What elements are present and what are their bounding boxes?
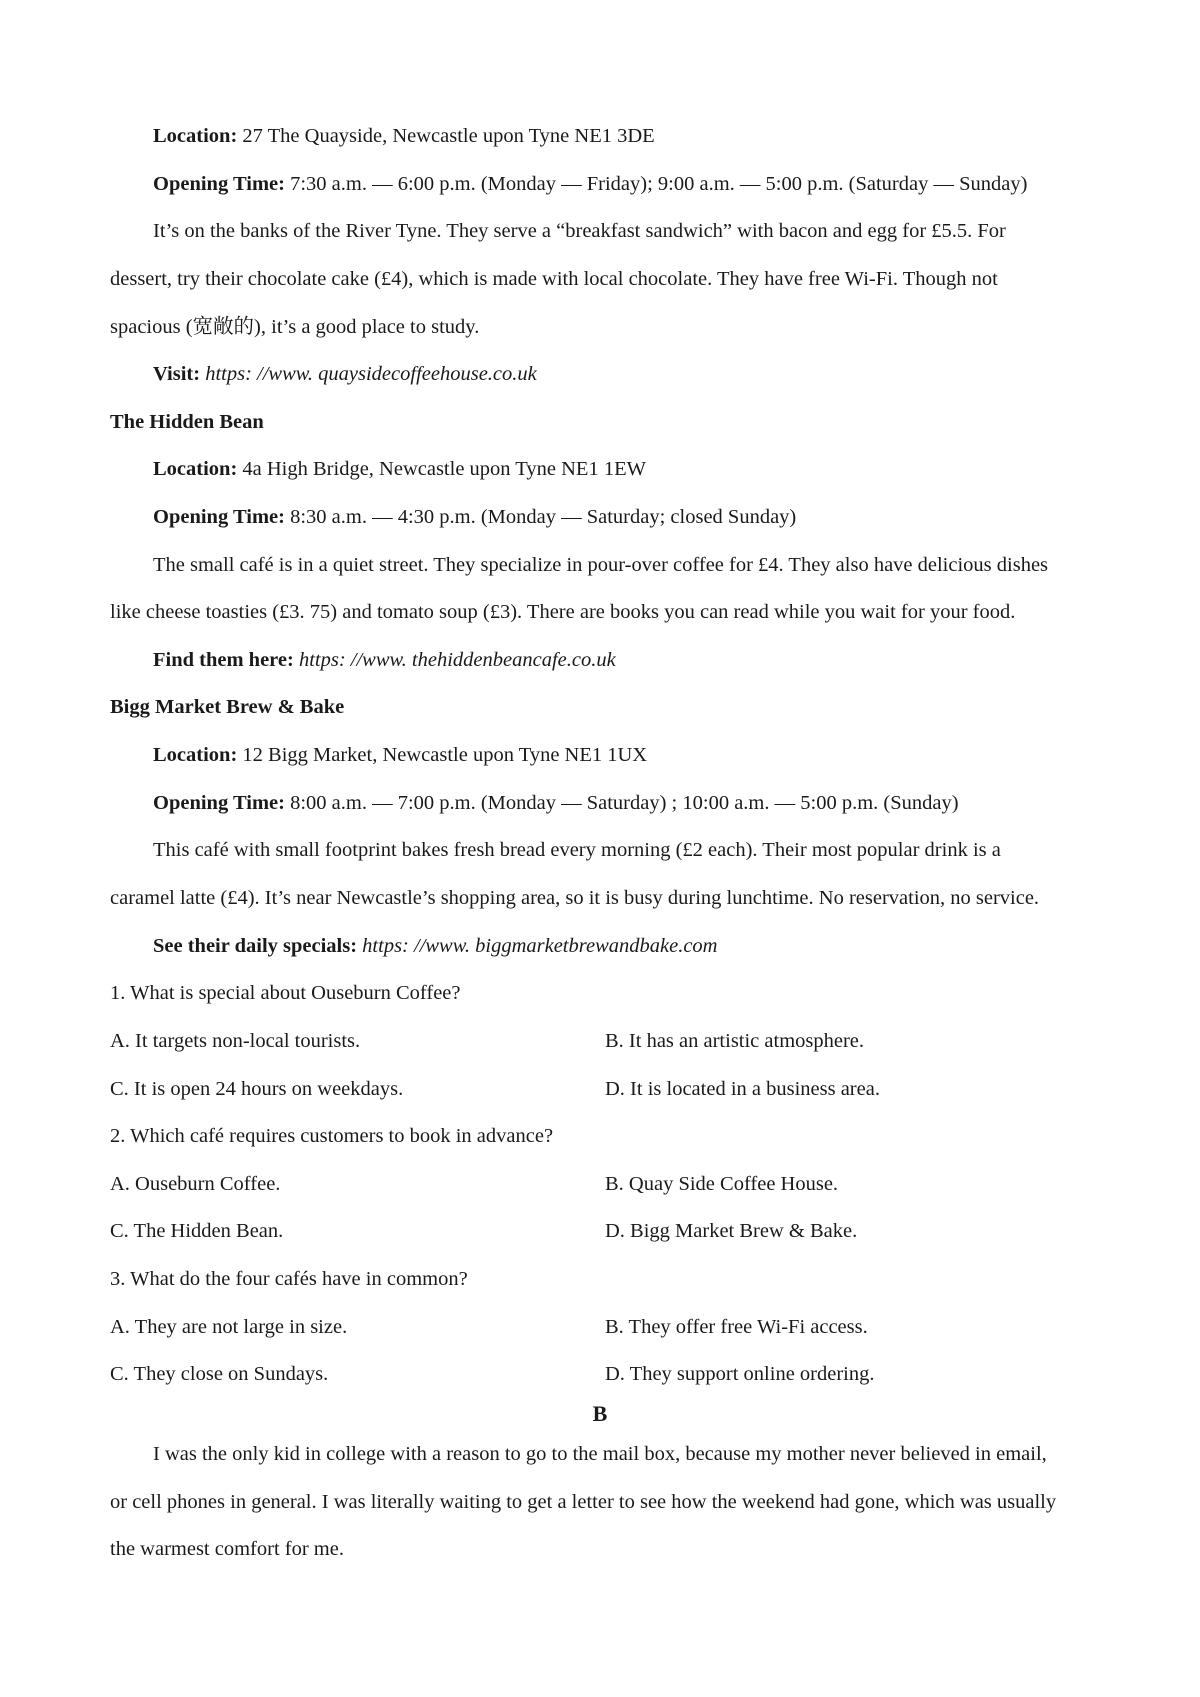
question-1-option-a: A. It targets non-local tourists. xyxy=(110,1030,361,1052)
question-1-option-c: C. It is open 24 hours on weekdays. xyxy=(110,1078,404,1100)
question-3-option-c: C. They close on Sundays. xyxy=(110,1363,329,1385)
section-b-line1: I was the only kid in college with a reason to go to the mail box, because my mother never believed in email, xyxy=(153,1443,1047,1465)
question-3: 3. What do the four cafés have in common? xyxy=(110,1268,468,1290)
question-2: 2. Which café requires customers to book in advance? xyxy=(110,1125,554,1147)
bigg-market-heading: Bigg Market Brew & Bake xyxy=(110,696,345,718)
question-2-option-b: B. Quay Side Coffee House. xyxy=(605,1173,839,1195)
question-3-option-b: B. They offer free Wi-Fi access. xyxy=(605,1316,868,1338)
quayside-desc-line2: dessert, try their chocolate cake (£4), which is made with local chocolate. They have free Wi-Fi. Though not xyxy=(110,268,998,290)
quayside-desc-line1: It’s on the banks of the River Tyne. They serve a “breakfast sandwich” with bacon and egg for £5.5. For xyxy=(153,220,1006,242)
quayside-location: Location: 27 The Quayside, Newcastle upon Tyne NE1 3DE xyxy=(153,125,655,147)
question-1-option-b: B. It has an artistic atmosphere. xyxy=(605,1030,865,1052)
bigg-market-desc-line2: caramel latte (£4). It’s near Newcastle’s shopping area, so it is busy during lunchtime. No reservation, no service. xyxy=(110,887,1040,909)
question-3-option-d: D. They support online ordering. xyxy=(605,1363,875,1385)
question-2-option-c: C. The Hidden Bean. xyxy=(110,1220,284,1242)
bigg-market-link: See their daily specials: https: //www. biggmarketbrewandbake.com xyxy=(153,935,718,957)
quayside-url: https: //www. quaysidecoffeehouse.co.uk xyxy=(205,363,537,385)
section-b-line3: the warmest comfort for me. xyxy=(110,1538,344,1560)
quayside-visit: Visit: https: //www. quaysidecoffeehouse.co.uk xyxy=(153,363,537,385)
quayside-opening-time: Opening Time: 7:30 a.m. — 6:00 p.m. (Monday — Friday); 9:00 a.m. — 5:00 p.m. (Saturday — Sunday) xyxy=(153,173,1028,195)
question-2-option-d: D. Bigg Market Brew & Bake. xyxy=(605,1220,858,1242)
section-b-line2: or cell phones in general. I was literally waiting to get a letter to see how the weekend had gone, which was usually xyxy=(110,1491,1057,1513)
question-1: 1. What is special about Ouseburn Coffee? xyxy=(110,982,461,1004)
hidden-bean-desc-line1: The small café is in a quiet street. They specialize in pour-over coffee for £4. They also have delicious dishes xyxy=(153,554,1049,576)
bigg-market-location: Location: 12 Bigg Market, Newcastle upon Tyne NE1 1UX xyxy=(153,744,648,766)
hidden-bean-link: Find them here: https: //www. thehiddenbeancafe.co.uk xyxy=(153,649,616,671)
hidden-bean-opening-time: Opening Time: 8:30 a.m. — 4:30 p.m. (Monday — Saturday; closed Sunday) xyxy=(153,506,797,528)
bigg-market-opening-time: Opening Time: 8:00 a.m. — 7:00 p.m. (Monday — Saturday) ; 10:00 a.m. — 5:00 p.m. (Sunday) xyxy=(153,792,959,814)
question-1-option-d: D. It is located in a business area. xyxy=(605,1078,880,1100)
bigg-market-url: https: //www. biggmarketbrewandbake.com xyxy=(362,935,718,957)
hidden-bean-desc-line2: like cheese toasties (£3. 75) and tomato soup (£3). There are books you can read while you wait for your food. xyxy=(110,601,1016,623)
bigg-market-desc-line1: This café with small footprint bakes fresh bread every morning (£2 each). Their most popular drink is a xyxy=(153,839,1001,861)
question-3-option-a: A. They are not large in size. xyxy=(110,1316,348,1338)
quayside-desc-line3: spacious (宽敞的), it’s a good place to study. xyxy=(110,316,480,338)
question-2-option-a: A. Ouseburn Coffee. xyxy=(110,1173,281,1195)
hidden-bean-url: https: //www. thehiddenbeancafe.co.uk xyxy=(298,649,616,671)
hidden-bean-location: Location: 4a High Bridge, Newcastle upon Tyne NE1 1EW xyxy=(153,458,646,480)
section-b-heading: B xyxy=(592,1401,608,1426)
hidden-bean-heading: The Hidden Bean xyxy=(110,411,264,433)
